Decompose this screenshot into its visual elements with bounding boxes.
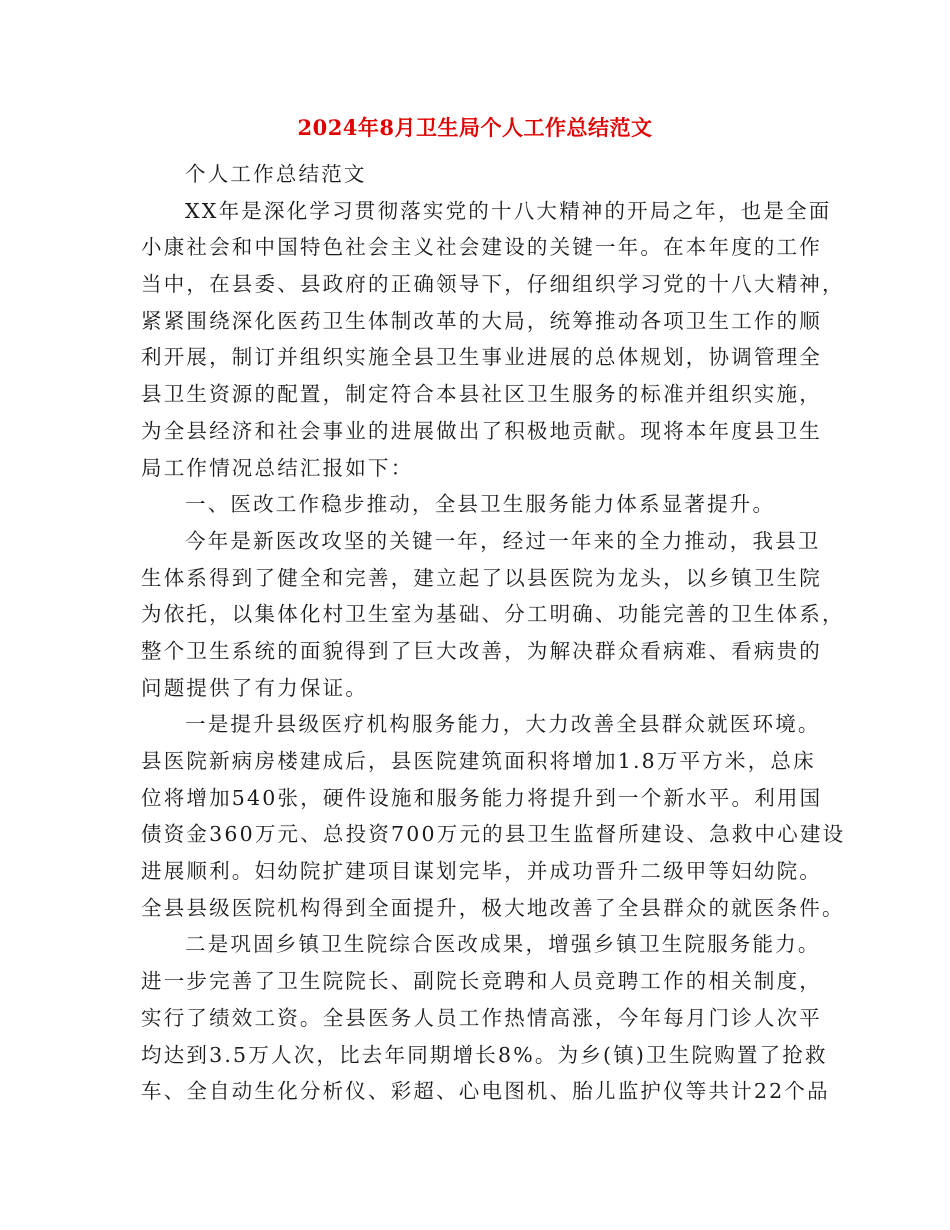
text-line: 问题提供了有力保证。 (141, 675, 368, 700)
text-line: 债资金360万元、总投资700万元的县卫生监督所建设、急救中心建设 (141, 822, 846, 847)
text-line: 一是提升县级医疗机构服务能力，大力改善全县群众就医环境。 (185, 712, 821, 737)
text-line: 生体系得到了健全和完善，建立起了以县医院为龙头，以乡镇卫生院 (141, 565, 822, 590)
text-line: 为全县经济和社会事业的进展做出了积极地贡献。现将本年度县卫生 (141, 418, 822, 443)
text-line: 均达到3.5万人次，比去年同期增长8%。为乡(镇)卫生院购置了抢救 (141, 1042, 828, 1067)
text-line: 二是巩固乡镇卫生院综合医改成果，增强乡镇卫生院服务能力。 (185, 932, 821, 957)
text-line: 一、医改工作稳步推动，全县卫生服务能力体系显著提升。 (185, 492, 776, 517)
text-line: 实行了绩效工资。全县医务人员工作热情高涨，今年每月门诊人次平 (141, 1005, 822, 1030)
text-line: 紧紧围绕深化医药卫生体制改革的大局，统筹推动各项卫生工作的顺 (141, 308, 822, 333)
text-line: 为依托，以集体化村卫生室为基础、分工明确、功能完善的卫生体系， (141, 602, 845, 627)
text-line: 进展顺利。妇幼院扩建项目谋划完毕，并成功晋升二级甲等妇幼院。 (141, 859, 822, 884)
text-line: 车、全自动生化分析仪、彩超、心电图机、胎儿监护仪等共计22个品 (141, 1079, 830, 1104)
text-line: 局工作情况总结汇报如下： (141, 455, 414, 480)
text-line: 县医院新病房楼建成后，县医院建筑面积将增加1.8万平方米，总床 (141, 749, 816, 773)
text-line: 位将增加540张，硬件设施和服务能力将提升到一个新水平。利用国 (141, 785, 823, 810)
text-line: XX年是深化学习贯彻落实党的十八大精神的开局之年，也是全面 (185, 198, 832, 223)
text-line: 个人工作总结范文 (185, 162, 367, 186)
text-line: 小康社会和中国特色社会主义社会建设的关键一年。在本年度的工作 (141, 235, 822, 260)
text-line: 进一步完善了卫生院院长、副院长竞聘和人员竞聘工作的相关制度， (141, 969, 822, 994)
document-title: 2024年8月卫生局个人工作总结范文 (297, 115, 653, 140)
text-line: 整个卫生系统的面貌得到了巨大改善，为解决群众看病难、看病贵的 (141, 638, 822, 663)
document-body (141, 156, 846, 1110)
text-line: 今年是新医改攻坚的关键一年，经过一年来的全力推动，我县卫 (185, 528, 821, 553)
text-line: 全县县级医院机构得到全面提升，极大地改善了全县群众的就医条件。 (141, 895, 845, 920)
text-line: 当中，在县委、县政府的正确领导下，仔细组织学习党的十八大精神， (141, 272, 845, 297)
text-line: 县卫生资源的配置，制定符合本县社区卫生服务的标准并组织实施， (141, 382, 822, 407)
text-line: 利开展，制订并组织实施全县卫生事业进展的总体规划，协调管理全 (141, 345, 822, 370)
